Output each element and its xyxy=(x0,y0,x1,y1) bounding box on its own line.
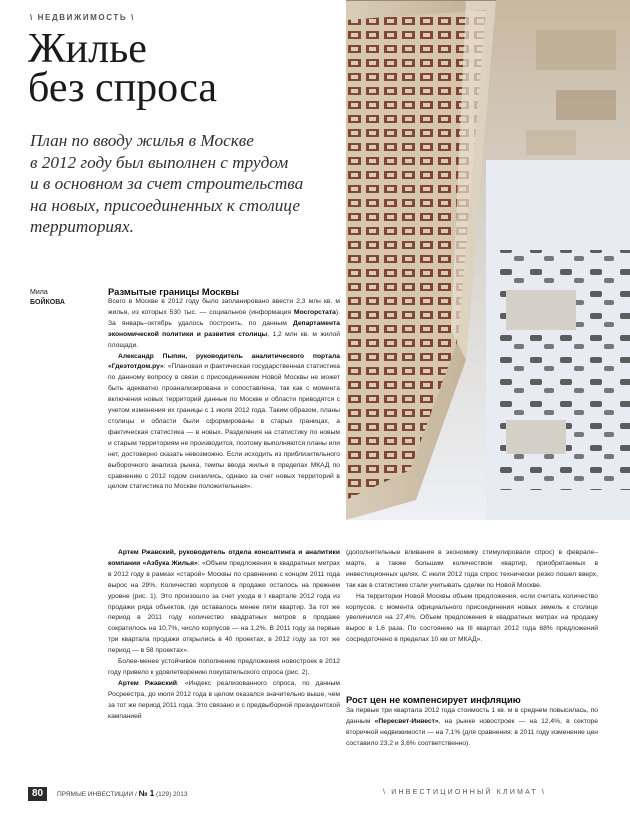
paragraph: (дополнительные вливания в экономику стимулировали спрос) в феврале–марте, а также большим количеством квартир, приобретаемых в инвестиционных целях. С июля 2012 года спрос технически резко пошел вверх, так как в статистике стали учитывать сделки по Новой Москве. xyxy=(346,549,598,589)
author-last-name: БОЙКОВА xyxy=(30,299,65,306)
section-heading: Рост цен не компенсирует инфляцию xyxy=(346,694,521,705)
paragraph: Артем Ржавский: «Индекс реализованного спроса, по данным Росреестра, до июля 2012 года в целом оказался значительно выше, чем за тот же период 2011 года. Это связано и с предвыборной президентской кампанией xyxy=(108,679,340,720)
paragraph: Всего в Москве в 2012 году было запланировано ввести 2,3 млн кв. м жилья, из которых 530 тыс. — социальное (информация Мосгорстата). За январь–октябрь удалось построить, по данным Департамента экономической политики и развития столицы, 1,2 млн кв. м жилой площади. xyxy=(108,298,340,349)
paragraph: Александр Пыпин, руководитель аналитического портала «Гдеэтотдом.ру»: «Плановая и фактическая государственная статистика по данному вопросу в связи с присоединением Новой Москвы не может быть адекватно проанализирована и сопоставлена, так как с момента включения новых территорий данные по Москве и области приводятся с учетом изменения их границы с 1 июля 2012 года. Таким образом, планы столицы и области были сформированы в старых границах, а фактическая статистика — в новых. Разделения на статистику по новым и старым территориям не производится, поэтому выполняются планы или нет, достоверно сказать невозможно. Если исходить из приблизительного выборочного анализа рынка, темпы ввода жилья в пределах МКАД по сравнению с 2012 годом снизились, однако за счет новых территорий в целом статистика по Москве положительная». xyxy=(108,352,340,491)
article-column-2b xyxy=(346,706,598,750)
article-column-1b xyxy=(108,548,340,723)
lead-line: территориях. xyxy=(30,217,134,237)
section-tag: \ НЕДВИЖИМОСТЬ \ xyxy=(30,13,135,22)
paragraph: На территории Новой Москвы объем предложения, если считать количество корпусов, с момента официального присоединения новых земель к столице увеличился на 27,4%. Объем предложения в квадратных метрах на продажу вырос в 1,6 раза. По состоянию на III квартал 2012 года 68% предложений сосредоточено в пределах 10 км от МКАД». xyxy=(346,592,598,644)
paragraph: За первые три квартала 2012 года стоимость 1 кв. м в среднем повысилась, по данным «Пересвет-Инвест», на рынке новостроек — на 12,4%, в секторе вторичной недвижимости — на 7,1% (для сравнения: в 2011 году изменение цен составило 23,2 и 3,6% соответственно). xyxy=(346,707,598,747)
lead-line: План по вводу жилья в Москве xyxy=(30,131,254,150)
title-line-1: Жилье xyxy=(28,26,147,72)
author-byline xyxy=(30,288,65,308)
article-column-1a xyxy=(108,297,340,493)
lead-line: в 2012 году был выполнен с трудом xyxy=(30,152,289,172)
paragraph: Более-менее устойчивое пополнение предложения новостроек в 2012 году привело к удовлетворению покупательского спроса (рис. 2). xyxy=(108,658,340,676)
lead-line: на новых, присоединенных к столице xyxy=(30,195,300,215)
page-number: 80 xyxy=(28,787,47,801)
footer-section-tag: \ ИНВЕСТИЦИОННЫЙ КЛИМАТ \ xyxy=(383,789,547,796)
article-title xyxy=(28,26,218,111)
article-photo xyxy=(346,0,630,520)
paragraph: Артем Ржавский, руководитель отдела консалтинга и аналитики компании «Азбука Жилья»: «Объем предложения в квадратных метрах в 2012 году в рамках «старой» Москвы по сравнению с концом 2011 года вырос на 29%. Количество корпусов в продаже осталось на прежнем уровне (рис. 1). Это произошло за счет ухода в I квартале 2012 года из продажи ряда объектов, где оставалось менее пяти квартир. За тот же период в 2011 году количество квадратных метров в продаже сократилось на 10,7%, число корпусов — на 1,2%. В 2011 году за первые три квартала продажи открылись в 40 проектах, в 2012 году за тот же период — в 58 проектах». xyxy=(108,549,340,655)
section-heading: Размытые границы Москвы xyxy=(108,286,239,297)
title-line-2: без спроса xyxy=(28,65,218,111)
article-lead xyxy=(30,130,340,238)
publication-info: ПРЯМЫЕ ИНВЕСТИЦИИ / № 1 (129) 2013 xyxy=(57,789,188,798)
author-first-name: Мила xyxy=(30,289,48,296)
lead-line: и в основном за счет строительства xyxy=(30,174,304,194)
tower-photo-illustration xyxy=(346,0,630,520)
article-column-2 xyxy=(346,548,598,646)
